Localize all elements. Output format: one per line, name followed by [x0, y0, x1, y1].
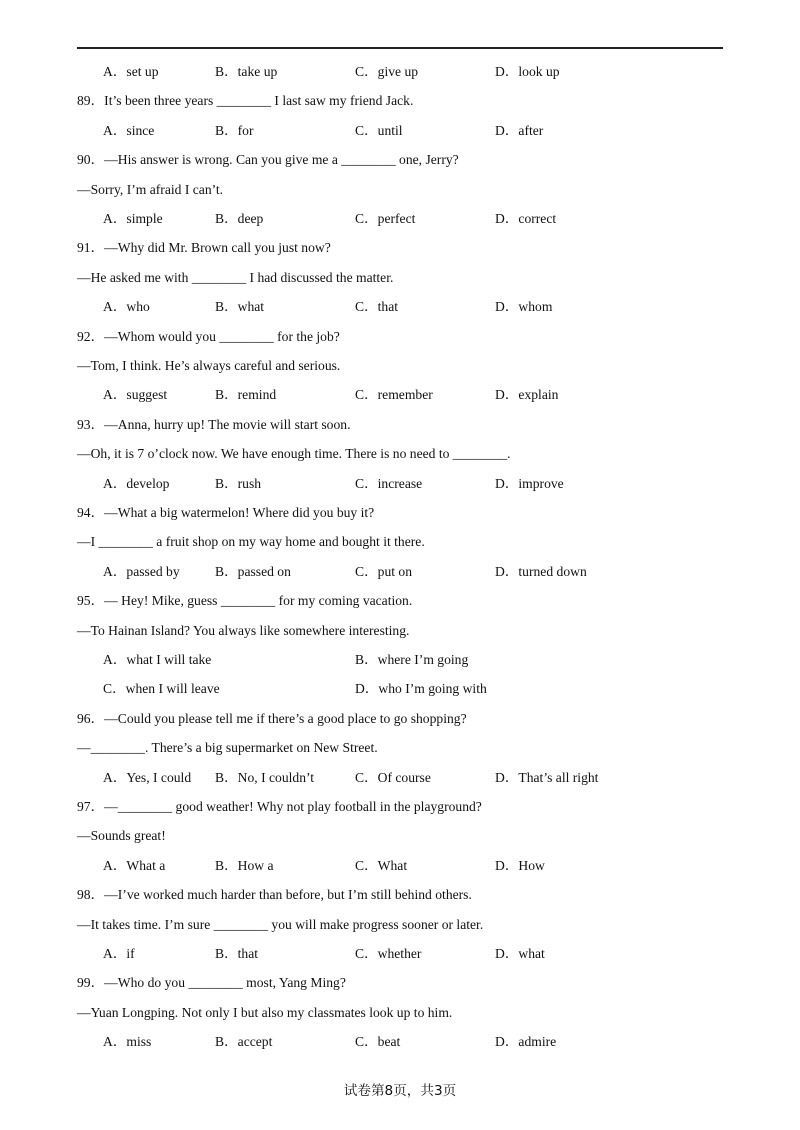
answer-option: B．How a	[215, 857, 274, 873]
page-footer: 试卷第8页，共3页	[343, 1083, 457, 1099]
answer-option: C．when I will leave	[103, 681, 220, 697]
answer-option: B．take up	[215, 64, 278, 79]
answer-option: D．admire	[495, 1034, 557, 1050]
dialogue-line: —To Hainan Island? You always like somewhere interesting.	[77, 622, 410, 638]
answer-option: A．What a	[103, 857, 166, 873]
dialogue-line: —Oh, it is 7 o’clock now. We have enough time. There is no need to ________.	[77, 446, 511, 462]
answer-option: C．remember	[355, 387, 433, 403]
answer-option: C．Of course	[355, 769, 431, 785]
answer-option: B．what	[215, 299, 265, 315]
answer-option: B．passed on	[215, 563, 291, 579]
dialogue-line: —It takes time. I’m sure ________ you will make progress sooner or later.	[77, 916, 484, 932]
answer-option: D．How	[495, 857, 545, 873]
answer-option: C．What	[355, 857, 408, 873]
answer-option: C．that	[355, 299, 399, 315]
answer-option: A．miss	[103, 1034, 152, 1050]
answer-option: A．simple	[103, 211, 163, 226]
header-rule	[77, 47, 723, 49]
answer-option: A．what I will take	[103, 652, 212, 667]
answer-option: B．for	[215, 122, 254, 138]
answer-option: D．what	[495, 946, 545, 961]
answer-option: B．remind	[215, 387, 277, 403]
answer-option: B．where I’m going	[355, 652, 469, 667]
answer-option: A．since	[103, 122, 155, 138]
answer-option: C．give up	[355, 64, 419, 79]
answer-option: D．correct	[495, 211, 557, 226]
dialogue-line: —Tom, I think. He’s always careful and serious.	[77, 358, 341, 373]
answer-option: D．after	[495, 122, 544, 138]
answer-option: C．whether	[355, 946, 422, 961]
answer-option: C．until	[355, 122, 403, 138]
answer-option: A．suggest	[103, 387, 168, 403]
answer-option: A．develop	[103, 475, 170, 491]
answer-option: A．passed by	[103, 563, 180, 579]
answer-option: B．accept	[215, 1034, 273, 1050]
answer-option: B．No, I couldn’t	[215, 769, 315, 785]
answer-option: C．increase	[355, 475, 423, 491]
answer-option: A．Yes, I could	[103, 769, 192, 785]
question-stem: 90．—His answer is wrong. Can you give me a ________ one, Jerry?	[77, 152, 459, 168]
answer-option: C．put on	[355, 563, 413, 579]
dialogue-line: —Yuan Longping. Not only I but also my classmates look up to him.	[77, 1004, 453, 1020]
question-stem: 98．—I’ve worked much harder than before, but I’m still behind others.	[77, 887, 472, 903]
answer-option: D．who I’m going with	[355, 681, 487, 697]
dialogue-line: —Sounds great!	[77, 828, 166, 844]
question-stem: 92．—Whom would you ________ for the job?	[77, 328, 340, 344]
dialogue-line: —________. There’s a big supermarket on New Street.	[77, 740, 378, 756]
answer-option: D．look up	[495, 64, 560, 79]
answer-option: A．set up	[103, 64, 159, 79]
question-stem: 89．It’s been three years ________ I last saw my friend Jack.	[77, 93, 414, 109]
dialogue-line: —I ________ a fruit shop on my way home and bought it there.	[77, 534, 425, 550]
answer-option: D．That’s all right	[495, 769, 599, 785]
answer-option: B．that	[215, 946, 259, 961]
question-stem: 94．—What a big watermelon! Where did you buy it?	[77, 505, 375, 520]
question-stem: 96．—Could you please tell me if there’s a good place to go shopping?	[77, 710, 467, 726]
answer-option: D．improve	[495, 475, 564, 491]
answer-option: D．whom	[495, 299, 553, 315]
question-stem: 91．—Why did Mr. Brown call you just now?	[77, 240, 331, 256]
dialogue-line: —Sorry, I’m afraid I can’t.	[77, 181, 224, 197]
answer-option: A．who	[103, 299, 150, 315]
dialogue-line: —He asked me with ________ I had discussed the matter.	[77, 269, 394, 285]
answer-option: D．turned down	[495, 563, 587, 579]
answer-option: C．beat	[355, 1034, 401, 1050]
answer-option: B．deep	[215, 211, 264, 226]
question-stem: 95．— Hey! Mike, guess ________ for my coming vacation.	[77, 593, 413, 609]
answer-option: C．perfect	[355, 211, 416, 226]
question-stem: 93．—Anna, hurry up! The movie will start soon.	[77, 416, 351, 432]
answer-option: B．rush	[215, 475, 262, 491]
answer-option: A．if	[103, 946, 135, 961]
answer-option: D．explain	[495, 387, 559, 403]
question-stem: 99．—Who do you ________ most, Yang Ming?	[77, 975, 346, 991]
question-stem: 97．—________ good weather! Why not play football in the playground?	[77, 799, 482, 814]
